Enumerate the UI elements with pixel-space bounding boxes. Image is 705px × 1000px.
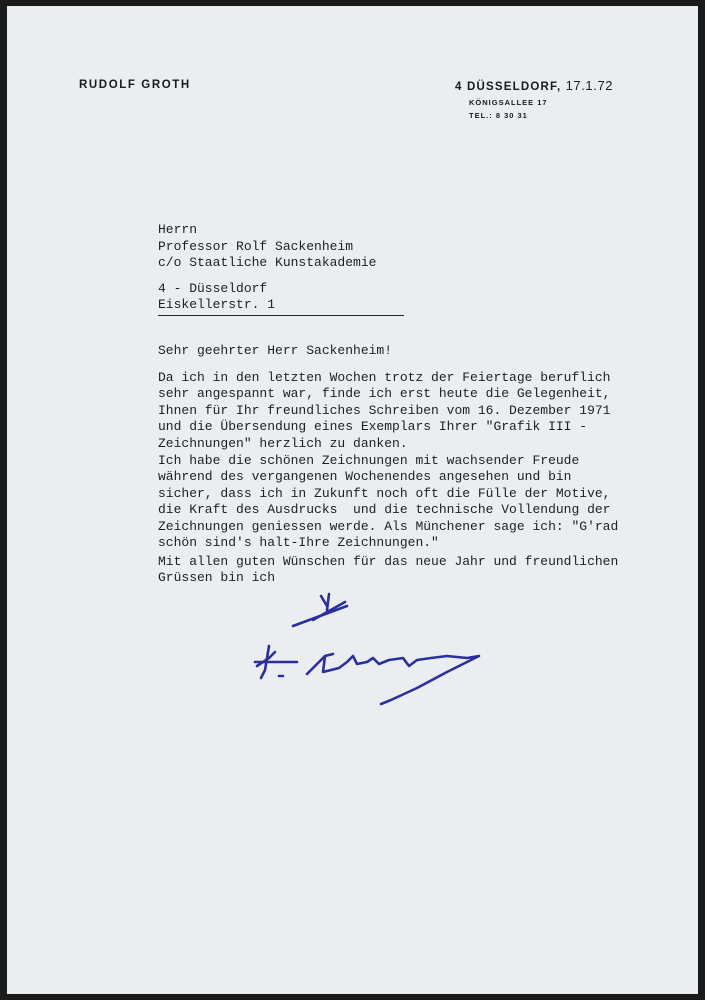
letterhead-phone: TEL.: 8 30 31 bbox=[469, 111, 528, 120]
letter-date: 17.1.72 bbox=[565, 78, 614, 93]
recipient-line: Professor Rolf Sackenheim bbox=[158, 238, 354, 254]
paragraph-line: die Kraft des Ausdrucks und die technische Vollendung der bbox=[158, 502, 611, 518]
paragraph-line: Da ich in den letzten Wochen trotz der Feiertage beruflich bbox=[158, 370, 611, 385]
recipient-line: 4 - Düsseldorf bbox=[158, 280, 268, 296]
paragraph-line: Grüssen bin ich bbox=[158, 570, 276, 586]
paragraph-line: sicher, dass ich in Zukunft noch oft die Fülle der Motive, bbox=[158, 485, 611, 501]
sender-name: RUDOLF GROTH bbox=[79, 79, 191, 91]
letter-sheet bbox=[7, 6, 698, 994]
paragraph-line: Ihnen für Ihr freundliches Schreiben vom 16. Dezember 1971 bbox=[158, 402, 611, 418]
paragraph-line: Ich habe die schönen Zeichnungen mit wachsender Freude bbox=[158, 453, 580, 468]
letterhead-street: KÖNIGSALLEE 17 bbox=[469, 98, 548, 107]
handwritten-signature bbox=[7, 6, 698, 994]
recipient-line: Herrn bbox=[158, 222, 198, 237]
recipient-line: c/o Staatliche Kunstakademie bbox=[158, 255, 377, 270]
salutation: Sehr geehrter Herr Sackenheim! bbox=[158, 343, 393, 358]
paragraph-line: Mit allen guten Wünschen für das neue Jahr und freundlichen bbox=[158, 554, 619, 569]
paragraph-line: schön sind's halt-Ihre Zeichnungen." bbox=[158, 535, 439, 551]
letterhead-city: 4 DÜSSELDORF, bbox=[455, 81, 562, 93]
paragraph-line: sehr angespannt war, finde ich erst heute die Gelegenheit, bbox=[158, 386, 611, 402]
paragraph-line: Zeichnungen geniessen werde. Als Münchener sage ich: "G'rad bbox=[158, 518, 619, 534]
paragraph-line: und die Übersendung eines Exemplars Ihrer "Grafik III - bbox=[158, 419, 588, 435]
paragraph-line: Zeichnungen" herzlich zu danken. bbox=[158, 435, 408, 451]
recipient-line: Eiskellerstr. 1 bbox=[158, 297, 276, 312]
paragraph-line: während des vergangenen Wochenendes angesehen und bin bbox=[158, 469, 572, 485]
